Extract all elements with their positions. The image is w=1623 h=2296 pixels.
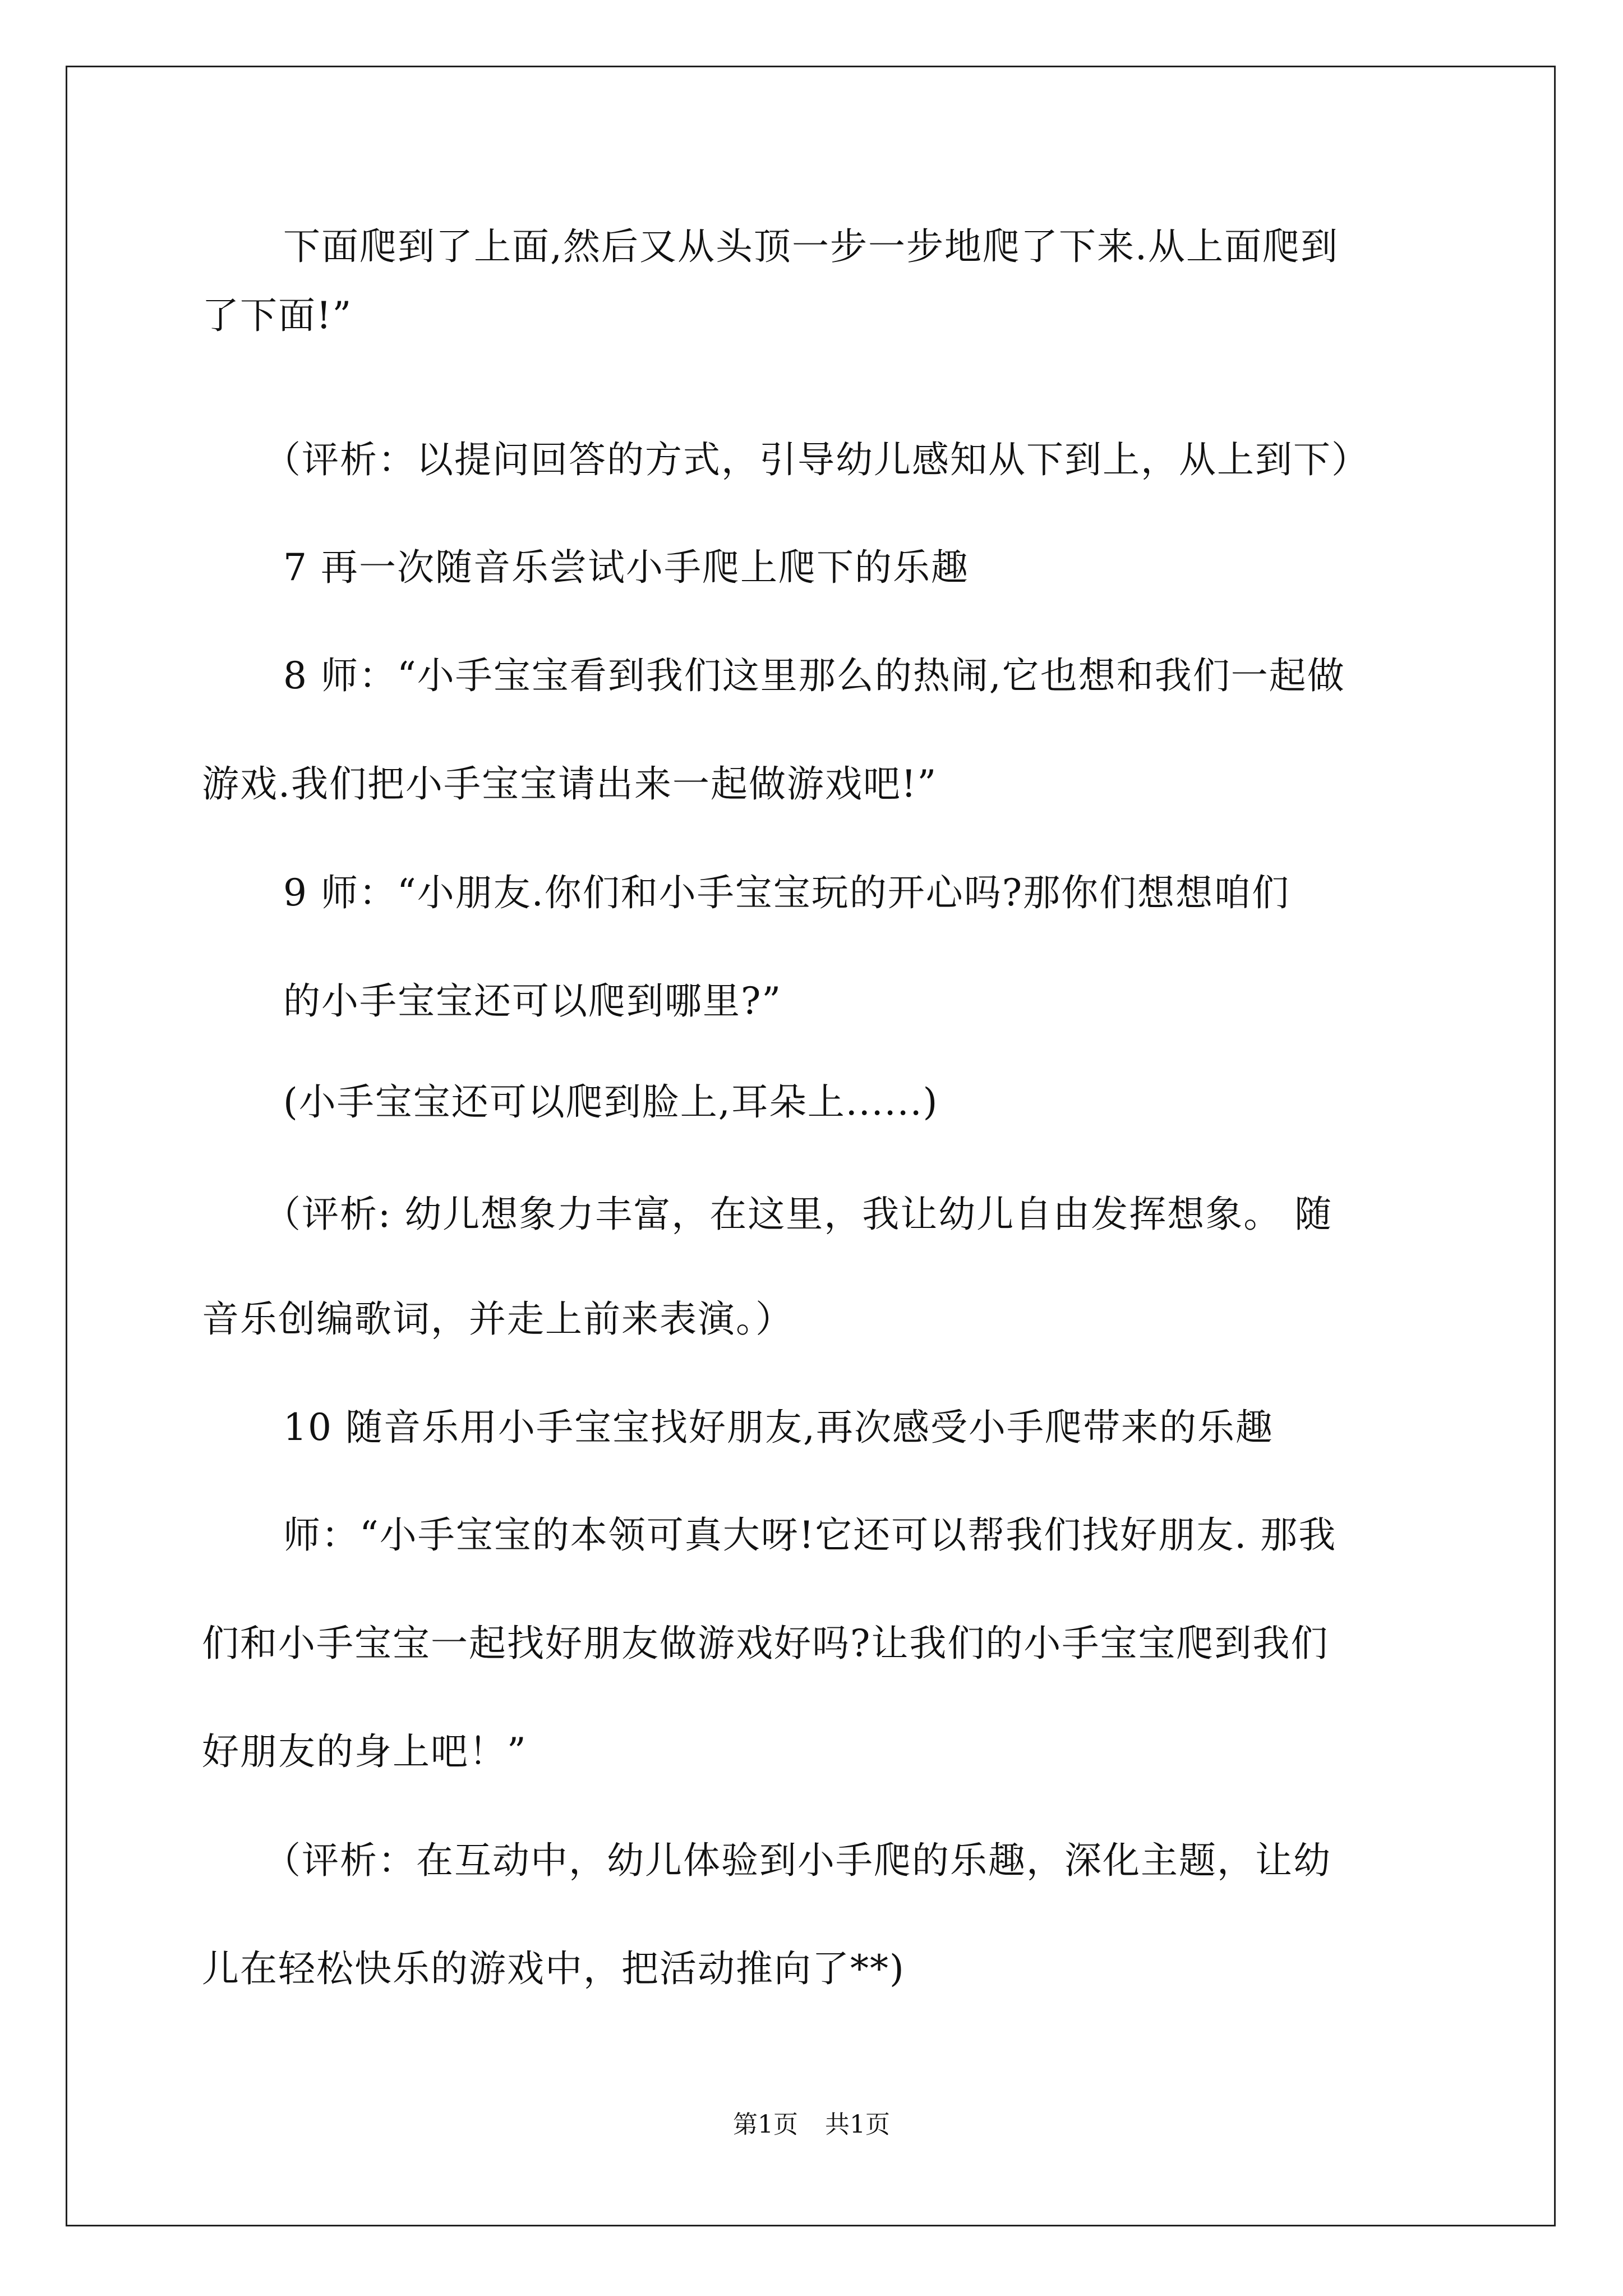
paragraph-line: （评析：在互动中，幼儿体验到小手爬的乐趣，深化主题，让幼: [264, 1839, 1331, 1882]
paragraph-line: （评析: 幼儿想象力丰富，在这里，我让幼儿自由发挥想象。 随: [264, 1193, 1333, 1236]
paragraph-line: 7 再一次随音乐尝试小手爬上爬下的乐趣: [283, 546, 969, 589]
paragraph-line: 10 随音乐用小手宝宝找好朋友,再次感受小手爬带来的乐趣: [283, 1406, 1274, 1449]
page-total: 共1页: [825, 2110, 890, 2139]
paragraph-line: 了下面!”: [202, 294, 353, 337]
paragraph-line: 游戏.我们把小手宝宝请出来一起做游戏吧!”: [202, 762, 938, 806]
page-number: 第1页: [733, 2110, 798, 2139]
paragraph-line: 8 师：“小手宝宝看到我们这里那么的热闹,它也想和我们一起做: [283, 654, 1345, 697]
paragraph-line: （评析：以提问回答的方式，引导幼儿感知从下到上，从上到下）: [264, 438, 1370, 481]
paragraph-line: 儿在轻松快乐的游戏中，把活动推向了**): [202, 1947, 905, 1990]
paragraph-line: 们和小手宝宝一起找好朋友做游戏好吗?让我们的小手宝宝爬到我们: [202, 1622, 1329, 1665]
paragraph-line: (小手宝宝还可以爬到脸上,耳朵上......): [283, 1080, 939, 1124]
page-border: [66, 66, 1556, 2226]
paragraph-line: 下面爬到了上面,然后又从头顶一步一步地爬了下来.从上面爬到: [283, 225, 1339, 268]
paragraph-line: 9 师：“小朋友.你们和小手宝宝玩的开心吗?那你们想想咱们: [283, 871, 1290, 914]
paragraph-line: 好朋友的身上吧！”: [202, 1730, 527, 1773]
paragraph-line: 音乐创编歌词，并走上前来表演。）: [202, 1297, 794, 1341]
paragraph-line: 师：“小手宝宝的本领可真大呀!它还可以帮我们找好朋友. 那我: [283, 1513, 1337, 1557]
paragraph-line: 的小手宝宝还可以爬到哪里?”: [283, 979, 782, 1023]
page-footer: [0, 2109, 1623, 2141]
